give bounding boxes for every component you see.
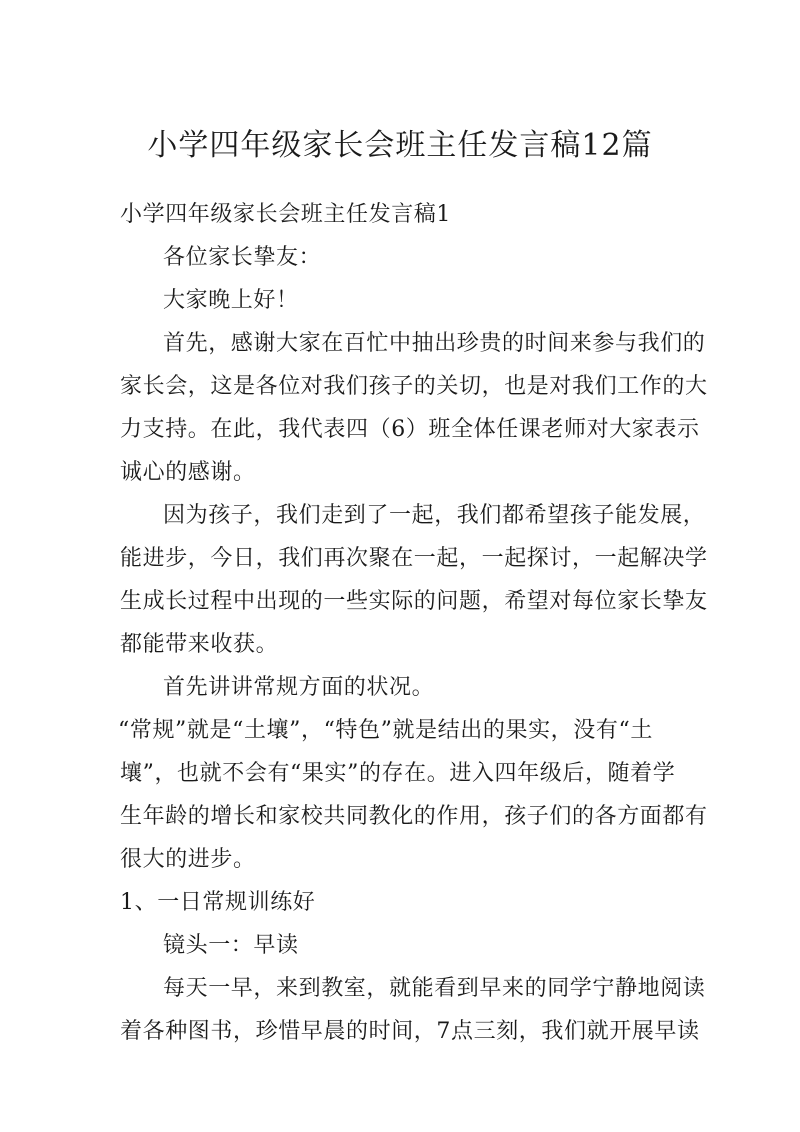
paragraph-line: 力支持。在此，我代表四（6）班全体任课老师对大家表示 [120, 417, 700, 442]
paragraph-line: 生成长过程中出现的一些实际的问题，希望对每位家长挚友 [120, 589, 708, 614]
paragraph-line: “常规”就是“土壤”，“特色”就是结出的果实，没有“土 [118, 718, 653, 743]
paragraph-line: 生年龄的增长和家校共同教化的作用，孩子们的各方面都有 [120, 804, 708, 829]
paragraph-line: 首先，感谢大家在百忙中抽出珍贵的时间来参与我们的 [163, 331, 706, 356]
paragraph-line: 壤”，也就不会有“果实”的存在。进入四年级后，随着学 [120, 761, 676, 786]
document-title: 小学四年级家长会班主任发言稿12篇 [147, 128, 653, 163]
paragraph-line: 诚心的感谢。 [120, 460, 256, 485]
section-heading: 小学四年级家长会班主任发言稿1 [120, 202, 451, 227]
salutation: 各位家长挚友： [163, 245, 322, 270]
paragraph-line: 每天一早，来到教室，就能看到早来的同学宁静地阅读 [163, 976, 706, 1001]
paragraph-line: 首先讲讲常规方面的状况。 [163, 675, 435, 700]
paragraph-line: 因为孩子，我们走到了一起，我们都希望孩子能发展， [163, 503, 706, 528]
paragraph-line: 都能带来收获。 [120, 632, 279, 657]
list-heading: 1、一日常规训练好 [120, 890, 316, 915]
paragraph-line: 着各种图书，珍惜早晨的时间，7点三刻，我们就开展早读 [120, 1019, 700, 1044]
paragraph-line: 家长会，这是各位对我们孩子的关切，也是对我们工作的大 [120, 374, 708, 399]
greeting: 大家晚上好！ [163, 288, 299, 313]
subheading: 镜头一：早读 [163, 933, 299, 958]
paragraph-line: 很大的进步。 [120, 847, 256, 872]
paragraph-line: 能进步，今日，我们再次聚在一起，一起探讨，一起解决学 [120, 546, 708, 571]
